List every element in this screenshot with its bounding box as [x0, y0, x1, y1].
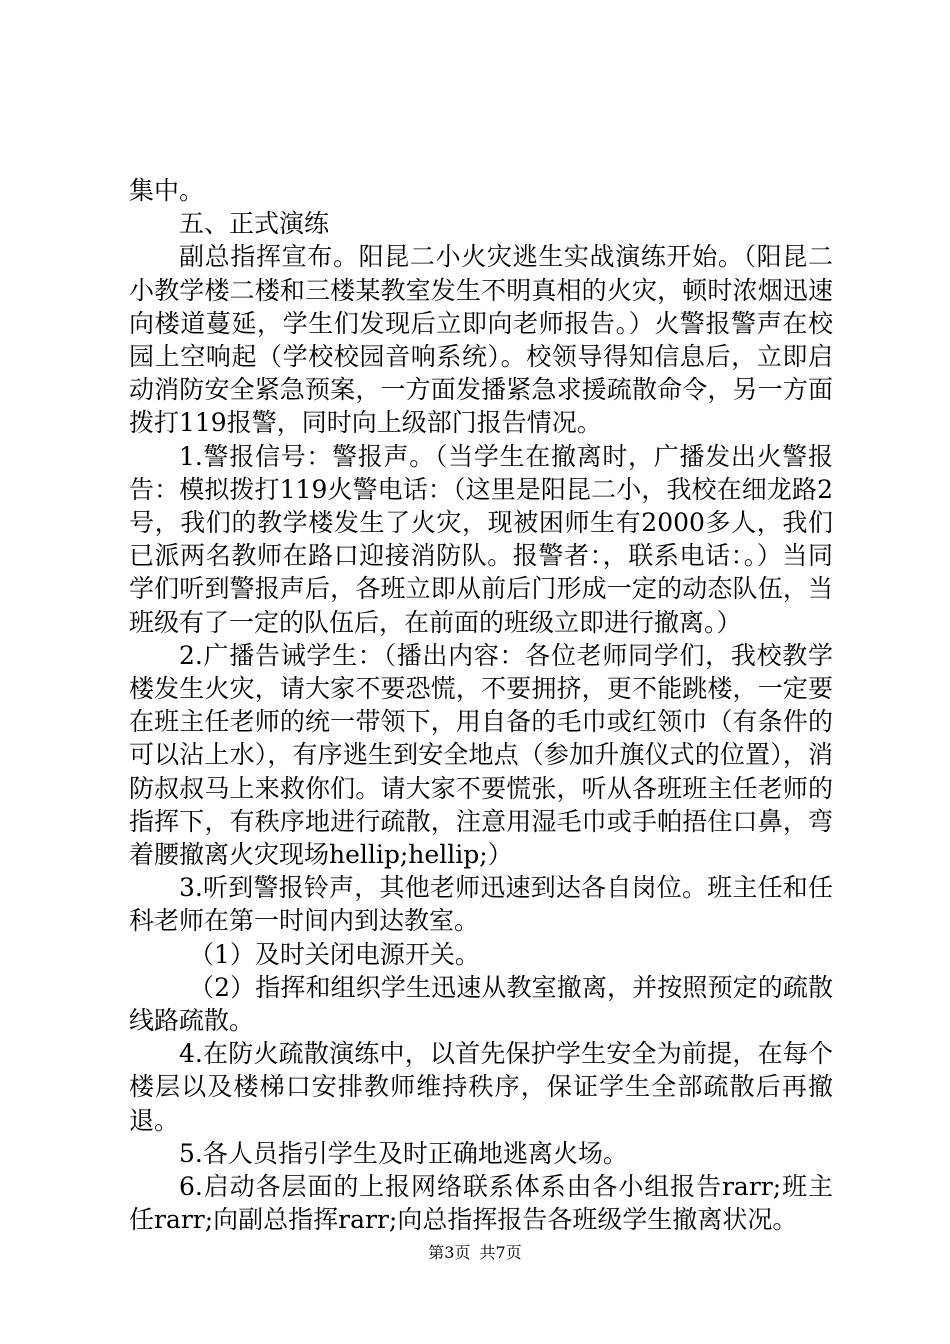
document-body [129, 174, 833, 1237]
paragraph-alarm-signal: 1.警报信号：警报声。（当学生在撤离时，广播发出火警报告：模拟拨打119火警电话：（这里是阳昆二小，我校在细龙路2号，我们的教学楼发生了火灾，现被困师生有2000多人，我们已派两名教师在路口迎接消防队。报警者：，联系电话：。）当同学们听到警报声后，各班立即从前后门形成一定的动态队伍，当班级有了一定的队伍后，在前面的班级立即进行撤离。） [129, 441, 833, 637]
list-item-organize-evacuation: （2）指挥和组织学生迅速从教室撤离，并按照预定的疏散线路疏散。 [129, 972, 833, 1036]
paragraph-drill-start: 副总指挥宣布。阳昆二小火灾逃生实战演练开始。（阳昆二小教学楼二楼和三楼某教室发生不明真相的火灾，顿时浓烟迅速向楼道蔓延，学生们发现后立即向老师报告。）火警报警声在校园上空响起（学校校园音响系统）。校领导得知信息后，立即启动消防安全紧急预案，一方面发播紧急求援疏散命令，另一方面拨打119报警，同时向上级部门报告情况。 [129, 242, 833, 438]
paragraph-safety-priority: 4.在防火疏散演练中，以首先保护学生安全为前提，在每个楼层以及楼梯口安排教师维持秩序，保证学生全部疏散后再撤退。 [129, 1039, 833, 1135]
list-item-power-off: （1）及时关闭电源开关。 [189, 939, 480, 969]
page-footer [0, 1243, 950, 1263]
page-total: 共7页 [479, 1243, 522, 1262]
paragraph-continuation: 集中。 [129, 176, 205, 205]
paragraph-broadcast-warning: 2.广播告诫学生：（播出内容：各位老师同学们，我校教学楼发生火灾，请大家不要恐慌，不要拥挤，更不能跳楼，一定要在班主任老师的统一带领下，用自备的毛巾或红领巾（有条件的可以沾上水），有序逃生到安全地点（参加升旗仪式的位置），消防叔叔马上来救你们。请大家不要慌张，听从各班班主任老师的指挥下，有秩序地进行疏散，注意用湿毛巾或手帕捂住口鼻，弯着腰撤离火灾现场hellip;hellip;） [129, 640, 833, 870]
paragraph-guide-students: 5.各人员指引学生及时正确地逃离火场。 [179, 1138, 628, 1168]
page-number: 第3页 [428, 1243, 471, 1262]
section-heading-formal-drill: 五、正式演练 [179, 209, 330, 239]
paragraph-teacher-posts: 3.听到警报铃声，其他老师迅速到达各自岗位。班主任和任科老师在第一时间内到达教室。 [129, 873, 833, 936]
paragraph-report-network: 6.启动各层面的上报网络联系体系由各小组报告rarr;班主任rarr;向副总指挥rarr;向总指挥报告各班级学生撤离状况。 [129, 1172, 833, 1235]
